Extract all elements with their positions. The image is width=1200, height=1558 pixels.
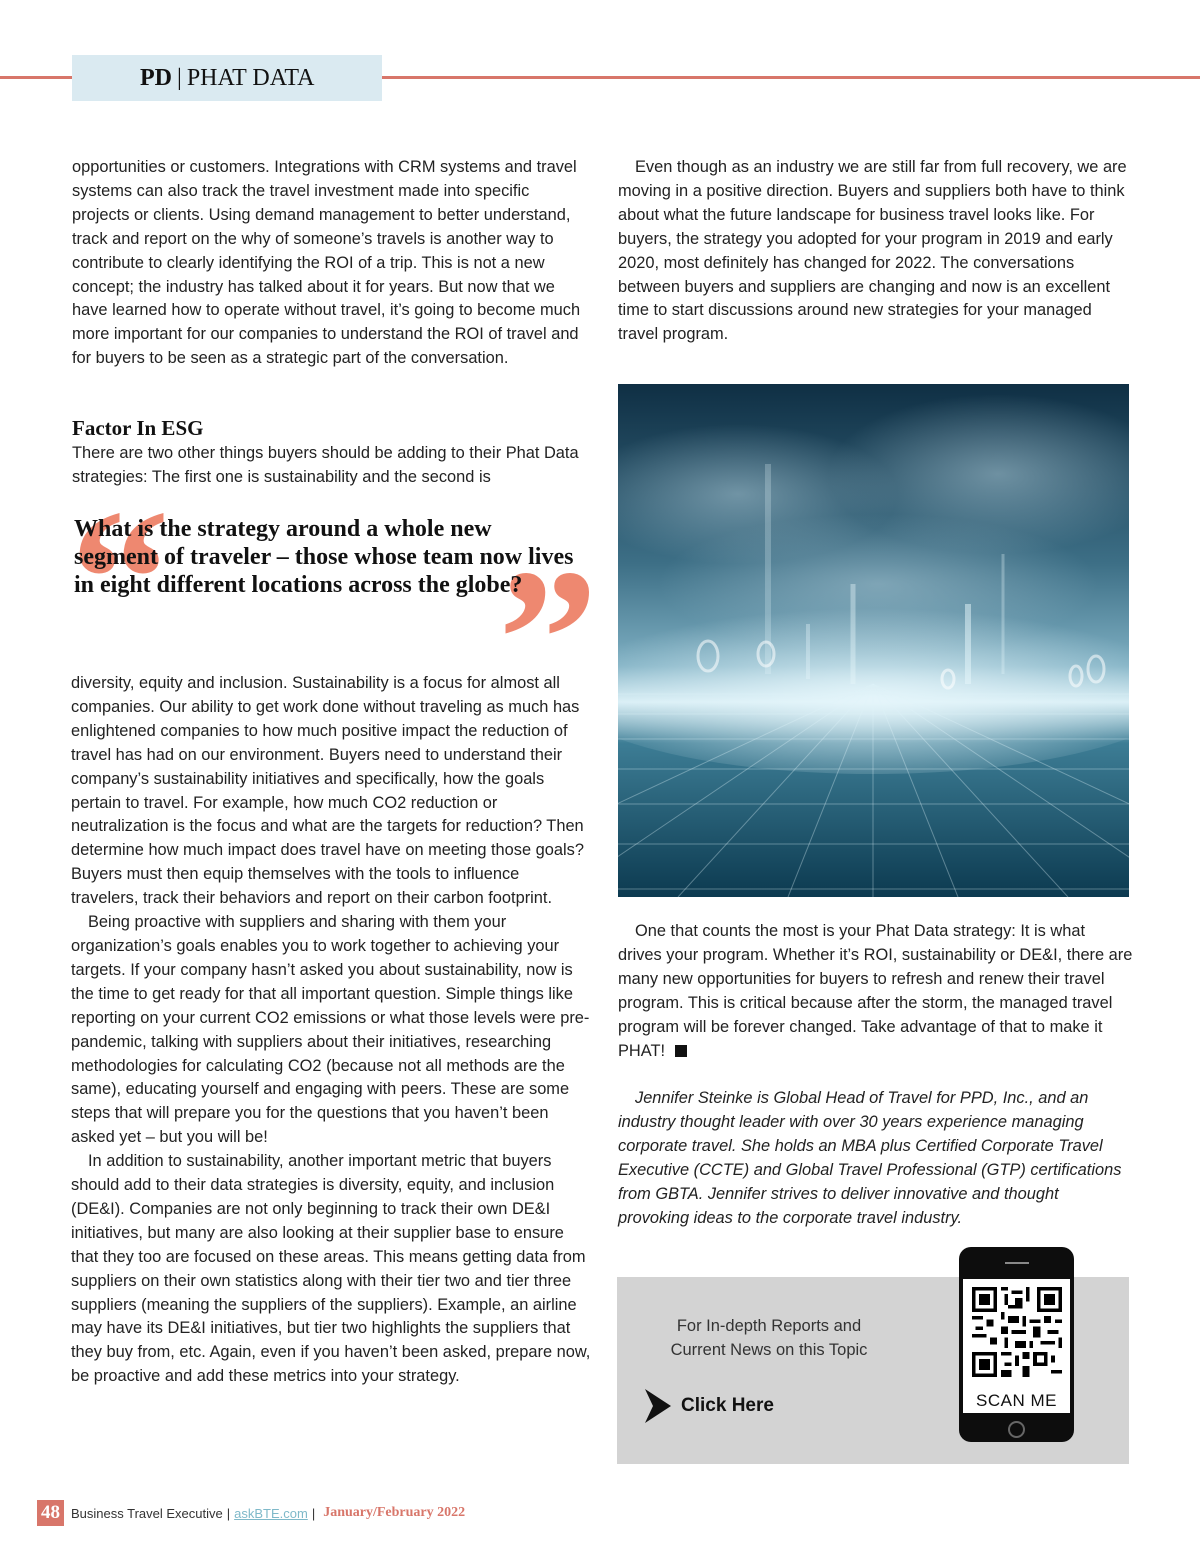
- qr-code-icon[interactable]: [972, 1287, 1062, 1377]
- click-here-button[interactable]: [645, 1389, 774, 1423]
- paragraph: [618, 920, 1133, 1063]
- cta-text: For In-depth Reports and Current News on this Topic: [670, 1317, 868, 1359]
- data-cloud-image: [618, 384, 1129, 897]
- pull-quote: What is the strategy around a whole new segment of traveler – those whose team now lives in eight different locations across the globe?: [74, 516, 574, 598]
- click-here-label: Click Here: [681, 1395, 774, 1416]
- data-cloud-illustration: [618, 384, 1129, 897]
- close-quote-mark: ”: [498, 529, 598, 750]
- page-footer: [37, 1500, 465, 1526]
- section-tab: [72, 55, 382, 101]
- issue-date: January/February 2022: [323, 1505, 466, 1520]
- open-quote-mark: “: [70, 469, 170, 690]
- closing-text: One that counts the most is your Phat Data strategy: It is what drives your program. Whether it’s ROI, sustainability or DE&I, there are many new opportunities for buyers to refresh and renew their travel program. This is critical because after the storm, the managed travel program will be forever changed. Take advantage of that to make it PHAT!: [618, 922, 1133, 1060]
- footer-separator: |: [311, 1505, 316, 1521]
- paragraph: There are two other things buyers should be adding to their Phat Data strategies: The first one is sustainability and the second is: [72, 444, 579, 486]
- website-link[interactable]: askBTE.com: [234, 1505, 308, 1521]
- phone-screen: [963, 1279, 1070, 1413]
- paragraph: In addition to sustainability, another important metric that buyers should add to their data strategies is diversity, equity, and inclusion (DE&I). Companies are not only beginning to track their own DE&I initiatives, but many are also looking at their supplier base to ensure that they too are focused on these areas. This means getting data from suppliers on their own statistics along with their tier two and tier three suppliers (meaning the suppliers of the suppliers). Example, an airline may have its DE&I initiatives, but tier two highlights the suppliers that they buy from, etc. Again, even if you haven’t been asked, prepare now, be proactive and add these metrics into your strategy.: [71, 1152, 591, 1386]
- footer-separator: |: [226, 1505, 231, 1521]
- paragraph: opportunities or customers. Integrations with CRM systems and travel systems can also track the travel investment made into specific projects or clients. Using demand management to better understand, track and report on the why of someone’s travels is another way to contribute to clearly identifying the ROI of a trip. This is not a new concept; the industry has talked about it for years. But now that we have learned how to operate without travel, it’s going to become much more important for our companies to understand the ROI of travel and for buyers to be seen as a strategic part of the conversation.: [72, 158, 581, 368]
- scan-me-label: SCAN ME: [976, 1391, 1057, 1410]
- end-mark-icon: [675, 1045, 687, 1057]
- right-column-intro: [618, 156, 1133, 347]
- paragraph: Jennifer Steinke is Global Head of Travel for PPD, Inc., and an industry thought leader with over 30 years experience managing corporate travel. She holds an MBA plus Certified Corporate Travel Executive (CCTE) and Global Travel Professional (GTP) certifications from GBTA. Jennifer strives to deliver innovative and thought provoking ideas to the corporate travel industry.: [618, 1089, 1122, 1227]
- paragraph: diversity, equity and inclusion. Sustainability is a focus for almost all companies. Our ability to get work done without traveling as much has enlightened companies to how much positive impact the reduction of travel has had on our environment. Buyers need to understand their company’s sustainability initiatives and specifically, how the goals pertain to travel. For example, how much CO2 reduction or neutralization is the focus and what are the targets for reduction? Then determine how much impact does travel have on meeting those goals? Buyers must then equip themselves with the tools to influence travelers, track their behaviors and report on their carbon footprint.: [71, 674, 584, 908]
- phone-speaker: [1005, 1262, 1029, 1264]
- section-title: PHAT DATA: [186, 64, 315, 91]
- left-column-body: [71, 672, 591, 1389]
- phone-qr-graphic[interactable]: [959, 1247, 1074, 1442]
- page-number: 48: [37, 1500, 64, 1526]
- phone-home-button: [1008, 1421, 1025, 1438]
- arrow-right-icon: [645, 1389, 671, 1423]
- right-column-body: [618, 920, 1133, 1063]
- paragraph: Being proactive with suppliers and sharing with them your organization’s goals enables you to work together to achieving your targets. If your company hasn’t asked you about sustainability, now is the time to get ready for that all important question. Simple things like reporting on your current CO2 emissions or what those levels were pre-pandemic, talking with suppliers about their initiatives, researching methodologies for calculating CO2 (because not all methods are the same), educating yourself and engaging with peers. These are some steps that will prepare you for the questions that you haven’t been asked yet – but you will be!: [71, 913, 590, 1147]
- paragraph: Even though as an industry we are still far from full recovery, we are moving in a positive direction. Buyers and suppliers both have to think about what the future landscape for business travel looks like. For buyers, the strategy you adopted for your program in 2019 and early 2020, most definitely has changed for 2022. The conversations between buyers and suppliers are changing and now is an excellent time to start discussions around new strategies for your managed travel program.: [618, 158, 1127, 344]
- section-abbr: PD: [140, 64, 172, 91]
- left-column-intro: [72, 156, 587, 371]
- publication-name: Business Travel Executive: [71, 1505, 223, 1521]
- header-rule-left: [0, 76, 72, 79]
- section-separator: |: [177, 64, 182, 91]
- author-bio: [618, 1087, 1133, 1230]
- header-rule-right: [382, 76, 1200, 79]
- esg-heading: Factor In ESG: [72, 416, 204, 440]
